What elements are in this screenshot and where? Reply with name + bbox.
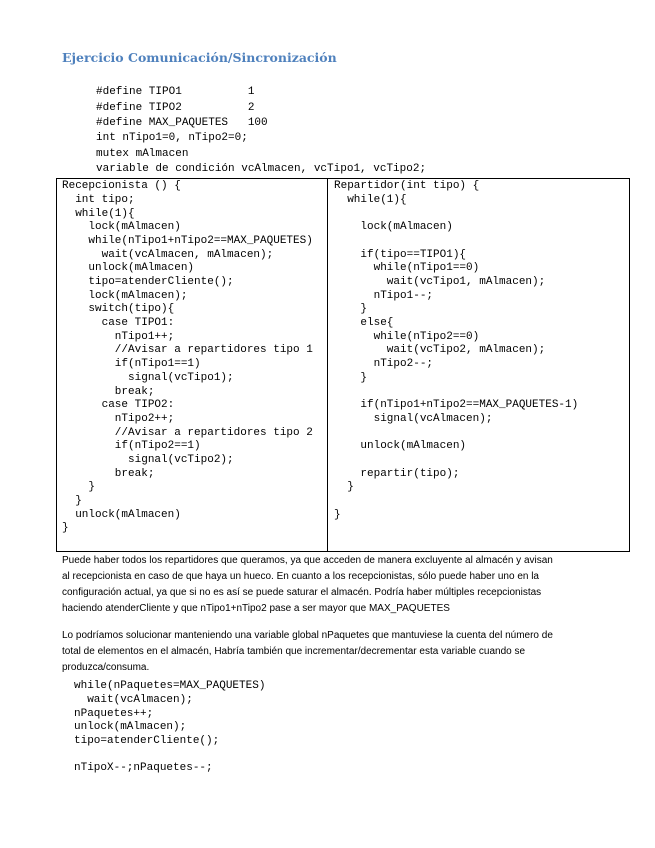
code-line: wait(vcTipo2, mAlmacen); — [334, 344, 546, 356]
code-line: while(nTipo2==0) — [334, 331, 480, 343]
code-line: case TIPO1: — [62, 317, 175, 329]
code-line: nPaquetes++; — [74, 708, 154, 720]
code-line: nTipo1++; — [62, 331, 175, 343]
code-line: wait(vcTipo1, mAlmacen); — [334, 276, 546, 288]
code-line: switch(tipo){ — [62, 303, 175, 315]
code-line: unlock(mAlmacen) — [62, 262, 195, 274]
code-line: } — [334, 372, 368, 384]
code-line: #define TIPO2 2 — [96, 102, 255, 114]
code-line: while(nTipo1==0) — [334, 262, 480, 274]
code-line: lock(mAlmacen) — [334, 221, 453, 233]
code-line: wait(vcAlmacen); — [74, 694, 193, 706]
code-line: nTipo2--; — [334, 358, 434, 370]
code-line: variable de condición vcAlmacen, vcTipo1, vcTipo2; — [96, 163, 427, 175]
code-line: unlock(mAlmacen) — [334, 440, 467, 452]
code-line: signal(vcTipo1); — [62, 372, 234, 384]
code-line: else{ — [334, 317, 394, 329]
code-line: mutex mAlmacen — [96, 148, 189, 160]
code-line: } — [62, 481, 96, 493]
code-line: while(nPaquetes=MAX_PAQUETES) — [74, 680, 266, 692]
code-line: unlock(mAlmacen); — [74, 721, 187, 733]
code-line: nTipo2++; — [62, 413, 175, 425]
page-title: Ejercicio Comunicación/Sincronización — [62, 50, 337, 65]
code-line: if(nTipo1==1) — [62, 358, 201, 370]
paragraph-line: Puede haber todos los repartidores que queramos, ya que acceden de manera excluyente al almacén y avisan — [62, 555, 553, 566]
table-divider — [327, 178, 328, 552]
code-line: } — [62, 522, 69, 534]
code-line: } — [334, 481, 354, 493]
code-line: lock(mAlmacen) — [62, 221, 181, 233]
code-line: break; — [62, 468, 155, 480]
code-line: } — [334, 303, 368, 315]
code-line: //Avisar a repartidores tipo 1 — [62, 344, 313, 356]
code-line: unlock(mAlmacen) — [62, 509, 181, 521]
code-line: signal(vcTipo2); — [62, 454, 234, 466]
code-line: break; — [62, 386, 155, 398]
paragraph-line: total de elementos en el almacén, Habría también que incrementar/decrementar esta variable cuando se — [62, 646, 526, 657]
code-line: case TIPO2: — [62, 399, 175, 411]
code-line: } — [334, 509, 341, 521]
code-line: tipo=atenderCliente(); — [74, 735, 220, 747]
paragraph-line: al recepcionista en caso de que haya un hueco. En cuanto a los recepcionistas, sólo puede haber uno en la — [62, 571, 539, 582]
paragraph-line: Lo podríamos solucionar manteniendo una variable global nPaquetes que mantuviese la cuenta del número de — [62, 630, 553, 641]
code-line: int tipo; — [62, 194, 135, 206]
code-line: repartir(tipo); — [334, 468, 460, 480]
paragraph-line: configuración actual, ya que si no es así se puede saturar el almacén. Podría haber múltiples recepcionistas — [62, 587, 542, 598]
code-line: #define TIPO1 1 — [96, 86, 255, 98]
code-line: if(nTipo1+nTipo2==MAX_PAQUETES-1) — [334, 399, 579, 411]
code-line: lock(mAlmacen); — [62, 290, 188, 302]
code-line: if(nTipo2==1) — [62, 440, 201, 452]
paragraph-line: produzca/consuma. — [62, 662, 150, 673]
code-line: if(tipo==TIPO1){ — [334, 249, 467, 261]
code-line: Recepcionista () { — [62, 180, 181, 192]
code-line: while(1){ — [62, 208, 135, 220]
paragraph-line: haciendo atenderCliente y que nTipo1+nTipo2 pase a ser mayor que MAX_PAQUETES — [62, 603, 450, 614]
code-line: tipo=atenderCliente(); — [62, 276, 234, 288]
code-line: } — [62, 495, 82, 507]
code-line: //Avisar a repartidores tipo 2 — [62, 427, 313, 439]
code-line: nTipo1--; — [334, 290, 434, 302]
code-line: int nTipo1=0, nTipo2=0; — [96, 132, 248, 144]
code-line: wait(vcAlmacen, mAlmacen); — [62, 249, 274, 261]
code-line: while(1){ — [334, 194, 407, 206]
code-line: #define MAX_PAQUETES 100 — [96, 117, 268, 129]
code-line: signal(vcAlmacen); — [334, 413, 493, 425]
code-line: Repartidor(int tipo) { — [334, 180, 480, 192]
code-line: nTipoX--;nPaquetes--; — [74, 762, 213, 774]
code-line: while(nTipo1+nTipo2==MAX_PAQUETES) — [62, 235, 313, 247]
